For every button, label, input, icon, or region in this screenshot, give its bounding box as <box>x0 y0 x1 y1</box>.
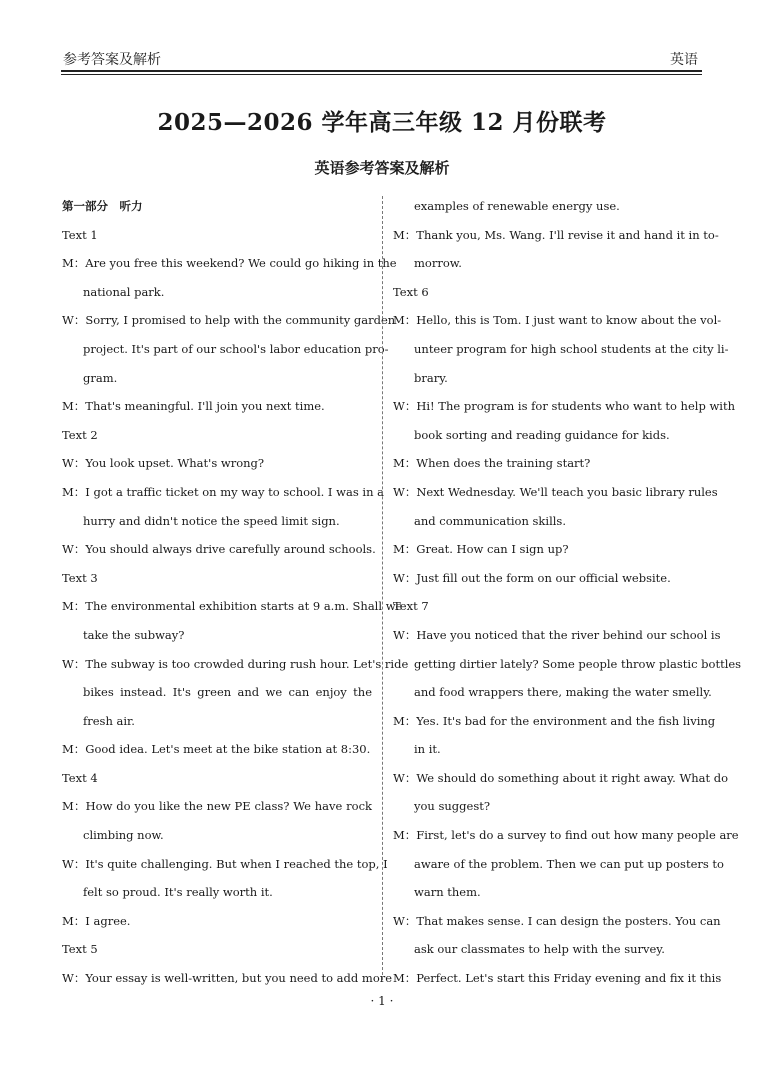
text-line: warn them. <box>414 885 481 900</box>
text-line: and food wrappers there, making the water smelly. <box>414 685 712 700</box>
text-line: Text 2 <box>62 427 98 442</box>
left-column <box>62 192 409 993</box>
text-line: in it. <box>414 742 441 757</box>
text-line: M：I agree. <box>62 913 131 928</box>
text-line: Text 7 <box>393 599 429 614</box>
text-line: M：How do you like the new PE class? We have rock <box>62 799 372 814</box>
text-line: morrow. <box>414 256 462 271</box>
text-line: Text 4 <box>62 770 98 785</box>
text-line: you suggest? <box>414 799 491 814</box>
text-line: M：Are you free this weekend? We could go hiking in the <box>62 256 397 271</box>
text-line: M：When does the training start? <box>393 456 591 471</box>
text-line: Text 1 <box>62 227 98 242</box>
text-line: fresh air. <box>83 713 135 728</box>
text-line: felt so proud. It's really worth it. <box>83 885 273 900</box>
text-line: M：Hello, this is Tom. I just want to know about the vol- <box>393 313 722 328</box>
text-line: examples of renewable energy use. <box>414 199 620 213</box>
text-line: 第一部分 听力 <box>62 199 143 213</box>
text-line: W：Sorry, I promised to help with the community garden <box>62 313 396 328</box>
header-subject: 英语 <box>670 52 698 68</box>
text-line: climbing now. <box>83 828 164 843</box>
text-line: aware of the problem. Then we can put up posters to <box>414 856 724 871</box>
text-line: W：You look upset. What's wrong? <box>62 456 265 471</box>
text-line: M：Great. How can I sign up? <box>393 542 569 557</box>
text-line: M：That's meaningful. I'll join you next time. <box>62 399 325 414</box>
page-subtitle: 英语参考答案及解析 <box>314 159 450 177</box>
text-line: bikes instead. It's green and we can enjoy the <box>83 685 372 700</box>
text-line: M：Perfect. Let's start this Friday evening and fix it this <box>393 971 722 986</box>
column-divider <box>382 196 383 980</box>
text-line: M：Yes. It's bad for the environment and the fish living <box>393 713 716 728</box>
header-title: 参考答案及解析 <box>63 52 161 68</box>
header-rule-thin <box>61 74 702 75</box>
text-line: Text 5 <box>62 942 98 957</box>
text-line: W：The subway is too crowded during rush hour. Let's ride <box>62 656 409 671</box>
page-number: · 1 · <box>370 994 394 1008</box>
text-line: W：Next Wednesday. We'll teach you basic library rules <box>393 484 718 499</box>
text-line: Text 6 <box>393 284 429 299</box>
header-rule-thick <box>61 70 702 72</box>
text-line: take the subway? <box>83 627 185 642</box>
text-line: W：It's quite challenging. But when I reached the top, I <box>62 856 388 871</box>
text-line: and communication skills. <box>414 513 566 528</box>
text-line: M：First, let's do a survey to find out how many people are <box>393 828 739 843</box>
text-line: gram. <box>83 370 118 385</box>
text-line: unteer program for high school students at the city li- <box>414 341 729 356</box>
text-line: ask our classmates to help with the survey. <box>414 942 665 957</box>
text-line: W：That makes sense. I can design the posters. You can <box>393 913 721 928</box>
text-line: M：Thank you, Ms. Wang. I'll revise it and hand it in to- <box>393 227 719 242</box>
text-line: book sorting and reading guidance for kids. <box>414 427 670 442</box>
text-line: getting dirtier lately? Some people throw plastic bottles <box>414 656 742 671</box>
text-line: W：Have you noticed that the river behind our school is <box>393 627 721 642</box>
right-column <box>393 192 742 993</box>
text-line: W：Your essay is well-written, but you need to add more <box>62 971 393 986</box>
text-line: Text 3 <box>62 570 98 585</box>
page-title: 2025—2026 学年高三年级 12 月份联考 <box>157 109 607 136</box>
text-line: project. It's part of our school's labor education pro- <box>83 341 389 356</box>
text-line: hurry and didn't notice the speed limit sign. <box>83 513 340 528</box>
text-line: national park. <box>83 284 165 299</box>
text-line: M：Good idea. Let's meet at the bike station at 8:30. <box>62 742 371 757</box>
text-line: W：You should always drive carefully around schools. <box>62 542 376 557</box>
text-line: W：We should do something about it right away. What do <box>393 770 729 785</box>
text-line: M：The environmental exhibition starts at 9 a.m. Shall we <box>62 599 403 614</box>
text-line: M：I got a traffic ticket on my way to school. I was in a <box>62 484 384 499</box>
text-line: W：Hi! The program is for students who want to help with <box>393 399 736 414</box>
text-line: brary. <box>414 370 448 385</box>
text-line: W：Just fill out the form on our official website. <box>393 570 671 585</box>
